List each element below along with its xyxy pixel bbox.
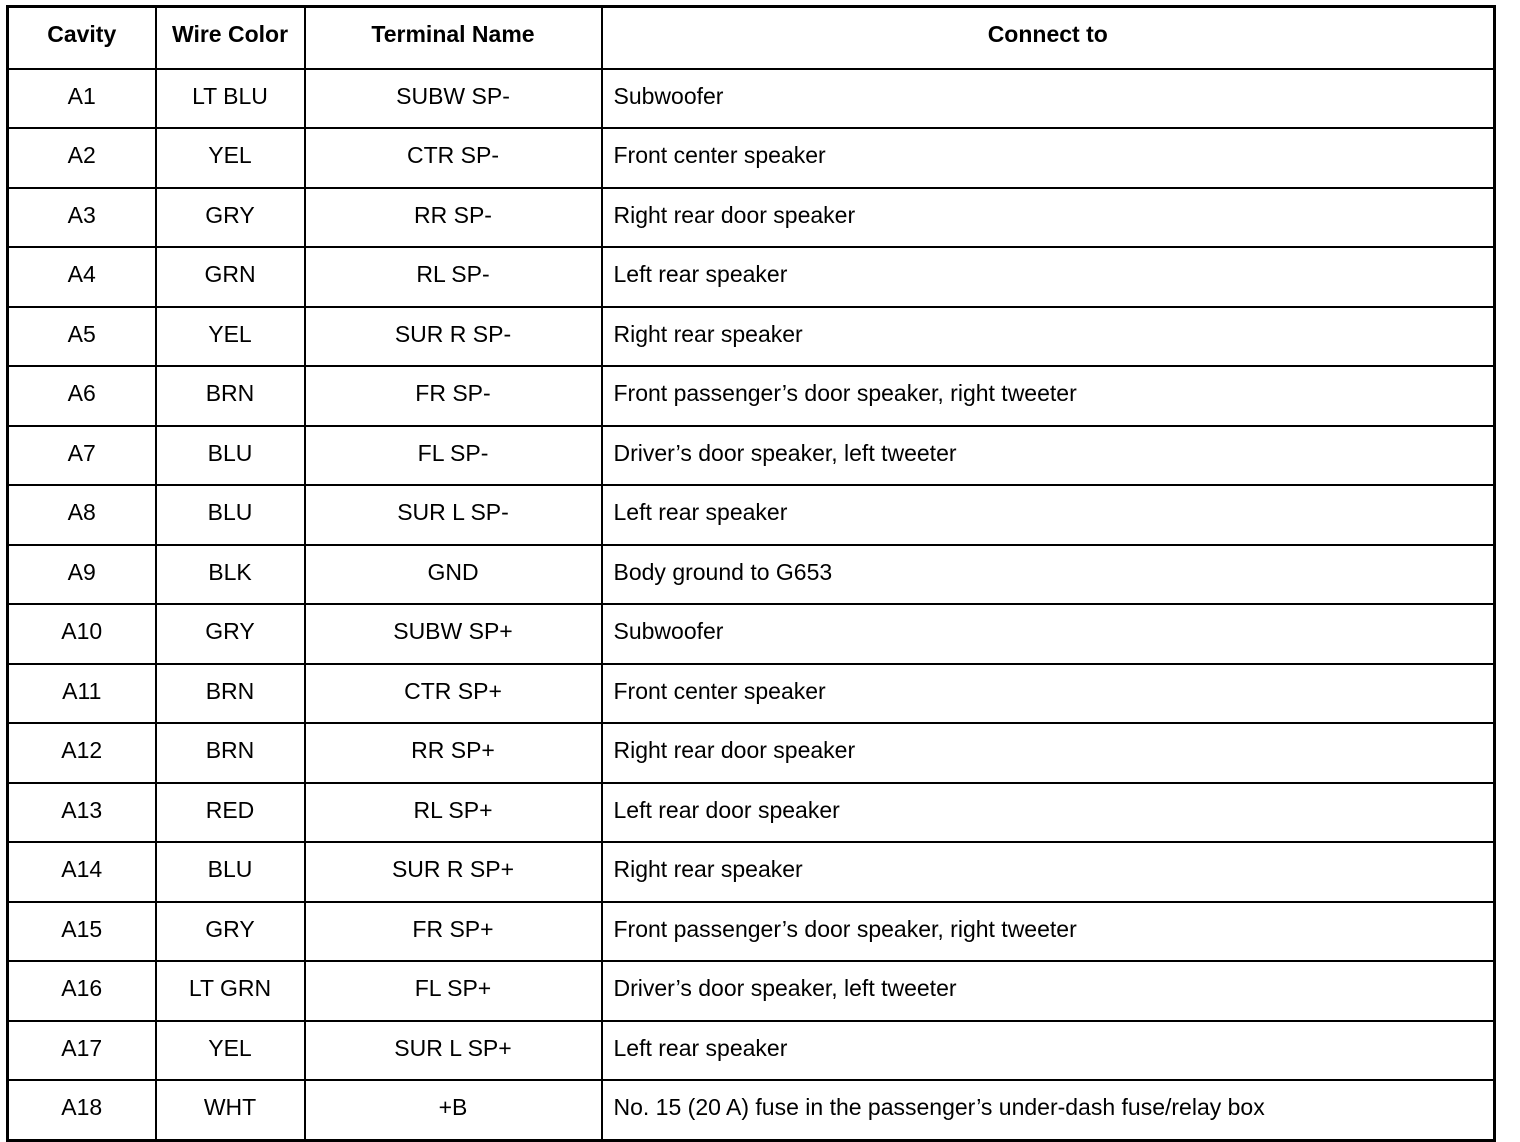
table-row [8, 366, 1495, 426]
cell-wire-color: BLK [156, 545, 305, 605]
table-row [8, 426, 1495, 486]
table-row [8, 128, 1495, 188]
cell-cavity: A9 [8, 545, 156, 605]
cell-terminal-name: CTR SP- [305, 128, 602, 188]
cell-connect-to: Front passenger’s door speaker, right tweeter [602, 366, 1495, 426]
table-row [8, 307, 1495, 367]
cell-connect-to: Left rear speaker [602, 1021, 1495, 1081]
header-connect-to: Connect to [602, 7, 1495, 69]
cell-wire-color: GRN [156, 247, 305, 307]
table-row [8, 723, 1495, 783]
cell-wire-color: LT GRN [156, 961, 305, 1021]
header-cavity: Cavity [8, 7, 156, 69]
cell-wire-color: BLU [156, 485, 305, 545]
cell-connect-to: Right rear speaker [602, 842, 1495, 902]
cell-wire-color: YEL [156, 128, 305, 188]
cell-connect-to: Right rear speaker [602, 307, 1495, 367]
cell-wire-color: GRY [156, 604, 305, 664]
cell-cavity: A6 [8, 366, 156, 426]
connector-pinout-table [6, 5, 1496, 1142]
cell-connect-to: No. 15 (20 A) fuse in the passenger’s under-dash fuse/relay box [602, 1080, 1495, 1140]
cell-wire-color: RED [156, 783, 305, 843]
cell-cavity: A13 [8, 783, 156, 843]
cell-wire-color: LT BLU [156, 69, 305, 129]
header-terminal-name: Terminal Name [305, 7, 602, 69]
cell-cavity: A14 [8, 842, 156, 902]
cell-connect-to: Front center speaker [602, 664, 1495, 724]
cell-connect-to: Subwoofer [602, 604, 1495, 664]
table-row [8, 69, 1495, 129]
cell-terminal-name: FL SP- [305, 426, 602, 486]
cell-wire-color: YEL [156, 1021, 305, 1081]
cell-connect-to: Right rear door speaker [602, 188, 1495, 248]
cell-connect-to: Left rear speaker [602, 485, 1495, 545]
table-row [8, 1080, 1495, 1140]
cell-wire-color: BLU [156, 842, 305, 902]
cell-cavity: A18 [8, 1080, 156, 1140]
table-body [8, 69, 1495, 1141]
cell-cavity: A8 [8, 485, 156, 545]
cell-terminal-name: FL SP+ [305, 961, 602, 1021]
cell-terminal-name: SUBW SP+ [305, 604, 602, 664]
cell-connect-to: Right rear door speaker [602, 723, 1495, 783]
cell-terminal-name: RR SP- [305, 188, 602, 248]
cell-terminal-name: SUR R SP+ [305, 842, 602, 902]
cell-connect-to: Subwoofer [602, 69, 1495, 129]
cell-terminal-name: FR SP- [305, 366, 602, 426]
header-row [8, 7, 1495, 69]
cell-terminal-name: SUR L SP- [305, 485, 602, 545]
cell-cavity: A15 [8, 902, 156, 962]
table-row [8, 1021, 1495, 1081]
cell-terminal-name: SUR L SP+ [305, 1021, 602, 1081]
table-row [8, 188, 1495, 248]
cell-wire-color: WHT [156, 1080, 305, 1140]
cell-wire-color: YEL [156, 307, 305, 367]
cell-cavity: A11 [8, 664, 156, 724]
cell-terminal-name: RR SP+ [305, 723, 602, 783]
cell-connect-to: Driver’s door speaker, left tweeter [602, 426, 1495, 486]
cell-cavity: A7 [8, 426, 156, 486]
cell-wire-color: BRN [156, 664, 305, 724]
cell-cavity: A17 [8, 1021, 156, 1081]
cell-cavity: A12 [8, 723, 156, 783]
cell-cavity: A16 [8, 961, 156, 1021]
cell-wire-color: BLU [156, 426, 305, 486]
cell-connect-to: Left rear door speaker [602, 783, 1495, 843]
cell-connect-to: Body ground to G653 [602, 545, 1495, 605]
table-row [8, 902, 1495, 962]
table-row [8, 783, 1495, 843]
cell-terminal-name: SUBW SP- [305, 69, 602, 129]
cell-cavity: A5 [8, 307, 156, 367]
cell-connect-to: Driver’s door speaker, left tweeter [602, 961, 1495, 1021]
table-row [8, 247, 1495, 307]
cell-wire-color: GRY [156, 902, 305, 962]
cell-connect-to: Front center speaker [602, 128, 1495, 188]
cell-terminal-name: FR SP+ [305, 902, 602, 962]
cell-terminal-name: RL SP- [305, 247, 602, 307]
cell-terminal-name: +B [305, 1080, 602, 1140]
table-row [8, 485, 1495, 545]
table-row [8, 664, 1495, 724]
header-wire-color: Wire Color [156, 7, 305, 69]
table-row [8, 604, 1495, 664]
cell-terminal-name: CTR SP+ [305, 664, 602, 724]
cell-wire-color: BRN [156, 723, 305, 783]
cell-connect-to: Front passenger’s door speaker, right tweeter [602, 902, 1495, 962]
cell-cavity: A4 [8, 247, 156, 307]
table-row [8, 961, 1495, 1021]
cell-terminal-name: GND [305, 545, 602, 605]
cell-cavity: A3 [8, 188, 156, 248]
cell-terminal-name: RL SP+ [305, 783, 602, 843]
cell-cavity: A1 [8, 69, 156, 129]
cell-connect-to: Left rear speaker [602, 247, 1495, 307]
cell-wire-color: GRY [156, 188, 305, 248]
table-row [8, 842, 1495, 902]
cell-terminal-name: SUR R SP- [305, 307, 602, 367]
table-row [8, 545, 1495, 605]
cell-cavity: A10 [8, 604, 156, 664]
cell-cavity: A2 [8, 128, 156, 188]
cell-wire-color: BRN [156, 366, 305, 426]
